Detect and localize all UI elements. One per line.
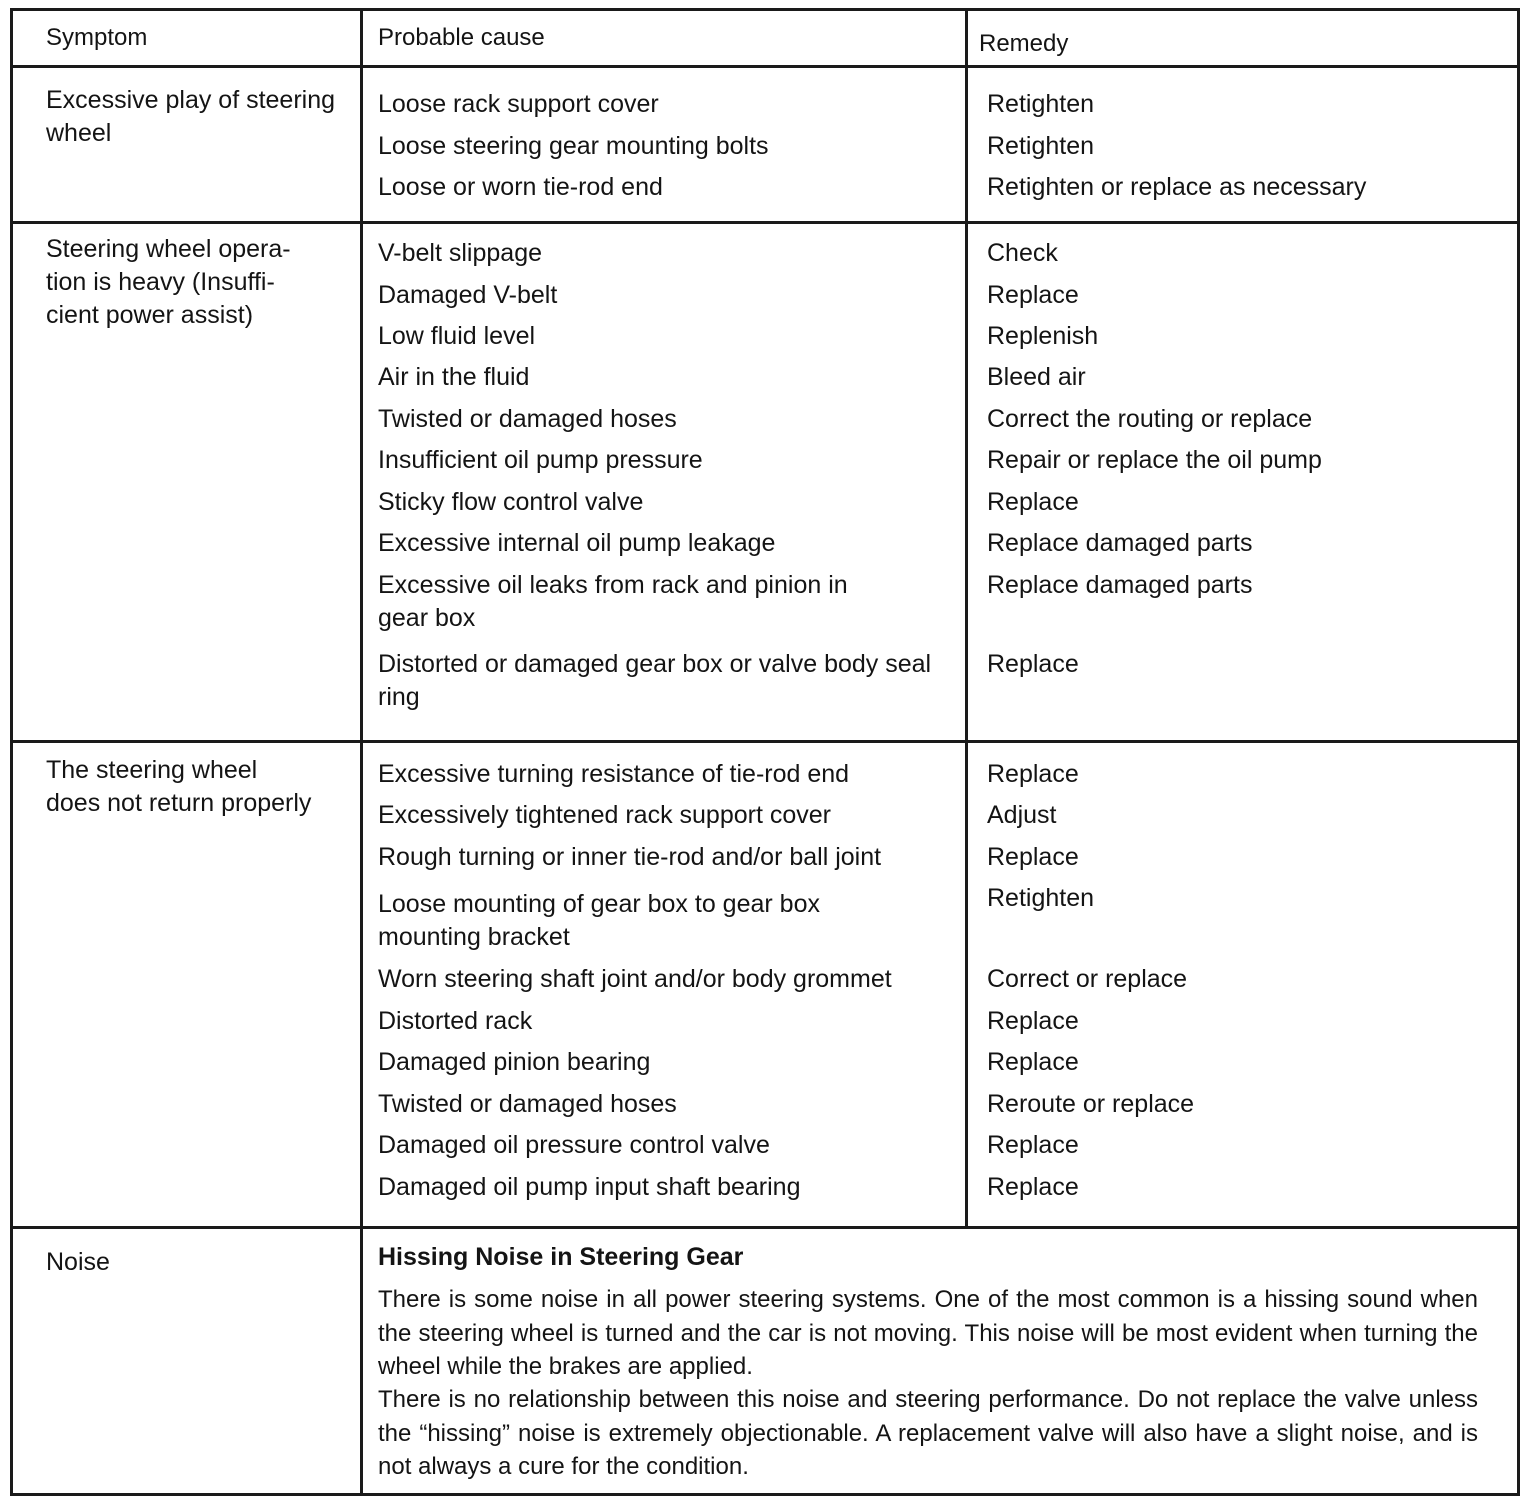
remedy-text: Reroute or replace: [987, 1090, 1195, 1118]
cause-text: Rough turning or inner tie-rod and/or ball joint: [378, 843, 882, 871]
cause-text: Damaged oil pressure control valve: [378, 1131, 770, 1159]
remedy-text: Correct or replace: [987, 965, 1188, 993]
cause-text: Worn steering shaft joint and/or body grommet: [378, 965, 892, 993]
symptom-heavy-steering-line: cient power assist): [46, 301, 254, 329]
cause-text: Insufficient oil pump pressure: [378, 446, 703, 474]
header-remedy: Remedy: [979, 30, 1069, 57]
remedy-text: Repair or replace the oil pump: [987, 446, 1322, 474]
cause-text: Sticky flow control valve: [378, 488, 644, 516]
symptom-heavy-steering-line: tion is heavy (Insuffi-: [46, 268, 275, 296]
column-divider-1: [360, 11, 363, 1496]
remedy-text: Check: [987, 239, 1058, 267]
cause-text: Loose or worn tie-rod end: [378, 173, 663, 201]
remedy-text: Correct the routing or replace: [987, 405, 1313, 433]
remedy-text: Replace: [987, 281, 1079, 309]
cause-text: Distorted or damaged gear box or valve body seal ring: [378, 650, 932, 711]
cause-text: Damaged pinion bearing: [378, 1048, 651, 1076]
symptom-heavy-steering-line: Steering wheel opera-: [46, 235, 291, 263]
remedy-text: Retighten or replace as necessary: [987, 173, 1367, 201]
cause-text: Loose mounting of gear box to gear box mounting bracket: [378, 890, 820, 951]
remedy-text: Replace: [987, 760, 1079, 788]
remedy-text: Retighten: [987, 90, 1095, 118]
column-divider-2: [965, 11, 968, 1226]
header-symptom: Symptom: [46, 24, 148, 51]
row-divider-2: [13, 740, 1517, 743]
cause-text: Loose rack support cover: [378, 90, 659, 118]
remedy-text: Replace: [987, 488, 1079, 516]
noise-paragraph-1: There is some noise in all power steering systems. One of the most common is a hissing sound when the steering wheel is turned and the car is not moving. This noise will be most evident when turning the wheel while the brakes are applied.: [378, 1286, 1478, 1380]
symptom-excessive-play: Excessive play of steering wheel: [46, 86, 336, 147]
cause-text: Distorted rack: [378, 1007, 533, 1035]
row-divider-1: [13, 221, 1517, 224]
row-divider-3: [13, 1226, 1517, 1229]
remedy-text: Adjust: [987, 801, 1057, 829]
remedy-text: Replace: [987, 1048, 1079, 1076]
cause-text: Damaged V-belt: [378, 281, 558, 309]
remedy-text: Retighten: [987, 884, 1095, 912]
remedy-text: Replace: [987, 1173, 1079, 1201]
remedy-text: Replace: [987, 650, 1079, 678]
cause-text: Excessively tightened rack support cover: [378, 801, 831, 829]
remedy-text: Replenish: [987, 322, 1099, 350]
remedy-text: Replace damaged parts: [987, 529, 1253, 557]
remedy-text: Replace: [987, 1131, 1079, 1159]
cause-text: Twisted or damaged hoses: [378, 405, 677, 433]
cause-text: Excessive turning resistance of tie-rod end: [378, 760, 850, 788]
cause-text: Excessive oil leaks from rack and pinion in gear box: [378, 571, 848, 632]
header-probable-cause: Probable cause: [378, 24, 545, 51]
cause-text: Air in the fluid: [378, 363, 530, 391]
cause-text: Damaged oil pump input shaft bearing: [378, 1173, 801, 1201]
cause-text: Low fluid level: [378, 322, 536, 350]
cause-text: Twisted or damaged hoses: [378, 1090, 677, 1118]
symptom-noise: Noise: [46, 1248, 110, 1276]
header-divider: [13, 65, 1517, 68]
remedy-text: Bleed air: [987, 363, 1086, 391]
remedy-text: Replace: [987, 843, 1079, 871]
remedy-text: Replace: [987, 1007, 1079, 1035]
cause-text: Excessive internal oil pump leakage: [378, 529, 776, 557]
troubleshooting-table: [10, 8, 1520, 1496]
remedy-text: Replace damaged parts: [987, 571, 1253, 599]
remedy-text: Retighten: [987, 132, 1095, 160]
cause-text: V-belt slippage: [378, 239, 543, 267]
symptom-wheel-not-return: The steering wheel does not return properly: [46, 756, 312, 817]
noise-heading: Hissing Noise in Steering Gear: [378, 1243, 744, 1271]
noise-paragraph-2: There is no relationship between this noise and steering performance. Do not replace the valve unless the “hissing” noise is extremely objectionable. A replacement valve will also have a slight noise, and is not always a cure for the condition.: [378, 1386, 1478, 1480]
cause-text: Loose steering gear mounting bolts: [378, 132, 769, 160]
